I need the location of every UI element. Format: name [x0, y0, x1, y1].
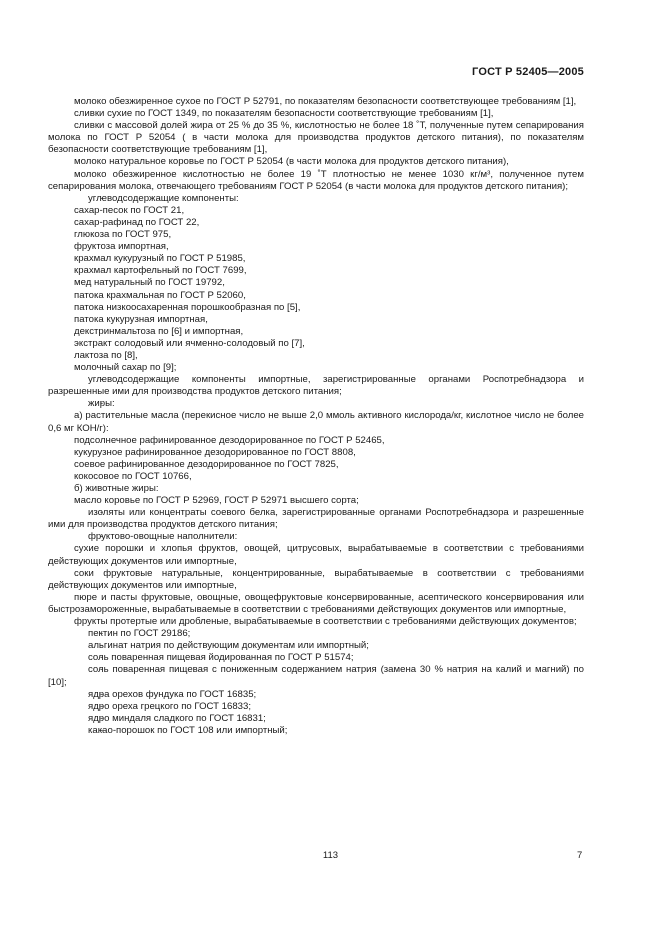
paragraph: [48, 217, 584, 229]
paragraph-text: пектин по ГОСТ 29186;: [88, 628, 191, 640]
paragraph-text: сахар-рафинад по ГОСТ 22,: [74, 216, 200, 228]
paragraph-text: пюре и пасты фруктовые, овощные, овощефруктовые консервированные, асептического консервирования или быстрозамороженные, вырабатываемые в соответствии с требованиями действующих документов или импортные,: [48, 591, 584, 615]
paragraph: [48, 447, 584, 459]
list-item: [48, 689, 584, 701]
paragraph-text: ядро ореха грецкого по ГОСТ 16833;: [88, 700, 252, 712]
paragraph: [48, 568, 584, 592]
list-dash: [74, 640, 88, 651]
paragraph: [48, 435, 584, 447]
paragraph: [48, 96, 584, 108]
paragraph: [48, 495, 584, 507]
list-item: [48, 713, 584, 725]
list-item: [48, 398, 584, 410]
paragraph: [48, 120, 584, 156]
paragraph-text: экстракт солодовый или ячменно-солодовый по [7],: [74, 337, 305, 349]
list-dash: [74, 664, 88, 675]
list-dash: [74, 398, 88, 409]
paragraph: [48, 459, 584, 471]
paragraph-text: сливки с массовой долей жира от 25 % до 35 %, кислотностью не более 18 ˚Т, полученные путем сепарирования молока по ГОСТ Р 52054 ( в части молока для производства продуктов детского питания), по показателям безопасности соответствующие требованиям [1],: [48, 120, 584, 156]
paragraph-text: б) животные жиры:: [74, 483, 159, 494]
list-dash: [74, 628, 88, 639]
list-item: [48, 507, 584, 531]
paragraph-text: декстринмальтоза по [6] и импортная,: [74, 325, 244, 337]
paragraph: [48, 410, 584, 434]
paragraph: [48, 253, 584, 265]
paragraph-text: альгинат натрия по действующим документам или импортный;: [88, 640, 369, 652]
paragraph: [48, 241, 584, 253]
paragraph-text: сухие порошки и хлопья фруктов, овощей, цитрусовых, вырабатываемые в соответствии с требованиями действующих документов или импортные,: [48, 543, 584, 567]
paragraph: [48, 616, 584, 628]
paragraph: [48, 592, 584, 616]
paragraph: [48, 338, 584, 350]
list-item: [48, 701, 584, 713]
paragraph-text: крахмал кукурузный по ГОСТ Р 51985,: [74, 253, 246, 265]
paragraph-text: молоко обезжиренное кислотностью не более 19 ˚Т плотностью не менее 1030 кг/м³, полученное путем сепарирования молока, отвечающего требованиям ГОСТ Р 52054 (в части молока для продуктов детского питания);: [48, 168, 584, 192]
paragraph-text: соль поваренная пищевая йодированная по ГОСТ Р 51574;: [88, 652, 354, 664]
paragraph-text: глюкоза по ГОСТ 975,: [74, 229, 172, 241]
paragraph: [48, 229, 584, 241]
paragraph: [48, 314, 584, 326]
paragraph-text: мед натуральный по ГОСТ 19792,: [74, 277, 225, 289]
list-dash: [74, 689, 88, 700]
list-item: [48, 374, 584, 398]
document-body: [48, 96, 584, 737]
paragraph-text: изоляты или концентраты соевого белка, зарегистрированные органами Роспотребнадзора и разрешенные ими для производства продуктов детского питания;: [48, 507, 584, 531]
paragraph-text: крахмал картофельный по ГОСТ 7699,: [74, 265, 247, 277]
paragraph-text: фрукты протертые или дробленые, вырабатываемые в соответствии с требованиями действующих документов;: [74, 616, 577, 628]
paragraph-text: углеводсодержащие компоненты импортные, зарегистрированные органами Роспотребнадзора и разрешенные ими для производства продуктов детского питания;: [48, 374, 584, 398]
paragraph-text: а) растительные масла (перекисное число не выше 2,0 ммоль активного кислорода/кг, кислотное число не более 0,6 мг КОН/г):: [48, 410, 584, 434]
paragraph-text: какао-порошок по ГОСТ 108 или импортный;: [88, 724, 288, 736]
paragraph-text: ядра орехов фундука по ГОСТ 16835;: [88, 688, 257, 700]
paragraph: [48, 350, 584, 362]
paragraph: [48, 483, 584, 495]
paragraph: [48, 543, 584, 567]
paragraph: [48, 471, 584, 483]
paragraph: [48, 326, 584, 338]
paragraph: [48, 169, 584, 193]
paragraph: [48, 277, 584, 289]
paragraph-text: соевое рафинированное дезодорированное по ГОСТ 7825,: [74, 458, 339, 470]
list-item: [48, 725, 584, 737]
paragraph-text: сахар-песок по ГОСТ 21,: [74, 204, 185, 216]
list-item: [48, 640, 584, 652]
list-dash: [74, 652, 88, 663]
paragraph: [48, 290, 584, 302]
paragraph-text: жиры:: [88, 398, 115, 410]
list-dash: [74, 374, 88, 385]
list-dash: [74, 725, 88, 736]
list-item: [48, 628, 584, 640]
paragraph: [48, 265, 584, 277]
paragraph-text: сливки сухие по ГОСТ 1349, по показателям безопасности соответствующие требованиям [1],: [74, 108, 494, 120]
list-dash: [74, 701, 88, 712]
paragraph-text: ядро миндаля сладкого по ГОСТ 16831;: [88, 712, 266, 724]
paragraph-text: патока кукурузная импортная,: [74, 313, 208, 325]
paragraph-text: молоко обезжиренное сухое по ГОСТ Р 52791, по показателям безопасности соответствующее требованиям [1],: [74, 96, 577, 107]
paragraph-text: патока низкоосахаренная порошкообразная по [5],: [74, 301, 301, 313]
paragraph-text: подсолнечное рафинированное дезодорированное по ГОСТ Р 52465,: [74, 434, 385, 446]
paragraph: [48, 362, 584, 374]
paragraph-text: молочный сахар по [9];: [74, 362, 177, 374]
page-number-right: 7: [577, 850, 583, 861]
list-item: [48, 652, 584, 664]
paragraph-text: соки фруктовые натуральные, концентрированные, вырабатываемые в соответствии с требованиями действующих документов или импортные,: [48, 567, 584, 591]
paragraph: [48, 302, 584, 314]
document-header: ГОСТ Р 52405—2005: [472, 66, 584, 78]
paragraph-text: углеводсодержащие компоненты:: [88, 192, 239, 204]
paragraph: [48, 156, 584, 168]
paragraph: [48, 108, 584, 120]
list-item: [48, 193, 584, 205]
list-item: [48, 531, 584, 543]
list-dash: [74, 507, 88, 518]
paragraph: [48, 205, 584, 217]
paragraph-text: патока крахмальная по ГОСТ Р 52060,: [74, 289, 246, 301]
paragraph-text: масло коровье по ГОСТ Р 52969, ГОСТ Р 52971 высшего сорта;: [74, 495, 359, 507]
paragraph-text: лактоза по [8],: [74, 349, 138, 361]
list-dash: [74, 713, 88, 724]
paragraph-text: соль поваренная пищевая с пониженным содержанием натрия (замена 30 % натрия на калий и магний) по [10];: [48, 664, 584, 688]
page-number-center: 113: [322, 850, 339, 861]
list-dash: [74, 193, 88, 204]
paragraph-text: кокосовое по ГОСТ 10766,: [74, 470, 192, 482]
paragraph-text: кукурузное рафинированное дезодорированное по ГОСТ 8808,: [74, 446, 356, 458]
paragraph-text: фруктоза импортная,: [74, 241, 169, 253]
paragraph-text: фруктово-овощные наполнители:: [88, 531, 238, 543]
paragraph-text: молоко натуральное коровье по ГОСТ Р 52054 (в части молока для продуктов детского питания),: [74, 156, 509, 168]
list-dash: [74, 531, 88, 542]
list-item: [48, 664, 584, 688]
